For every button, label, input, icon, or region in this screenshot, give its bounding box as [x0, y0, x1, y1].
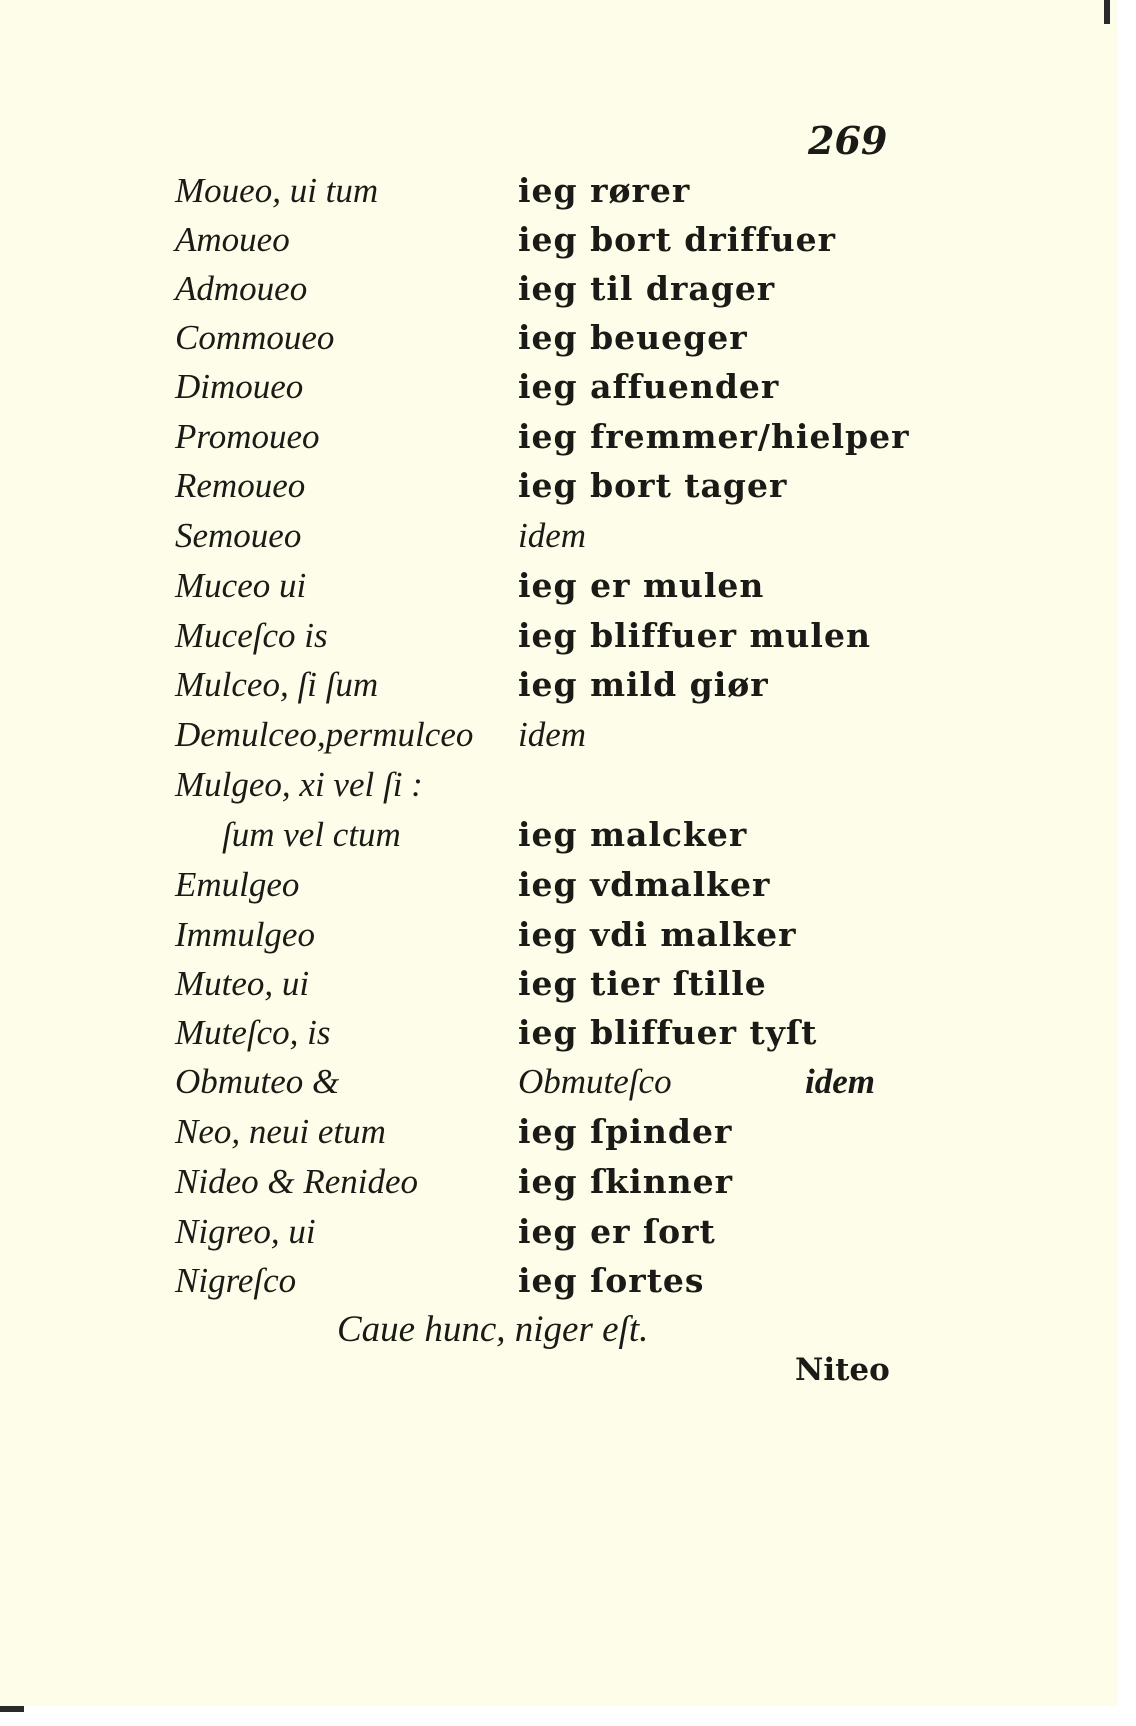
danish-translation: ieg affuender	[518, 367, 780, 406]
latin-term: Nideo & Renideo	[175, 1162, 419, 1201]
latin-term: Demulceo,permulceo	[175, 715, 474, 754]
scan-edge-mark	[0, 1706, 24, 1712]
latin-term: Emulgeo	[175, 865, 300, 904]
glossary-row	[0, 1107, 1136, 1157]
latin-term: Semoueo	[175, 516, 302, 555]
latin-term: Amoueo	[175, 220, 290, 259]
danish-translation: idem	[518, 516, 587, 555]
danish-translation: ieg ſortes	[518, 1261, 705, 1300]
danish-translation: ieg er ſort	[518, 1212, 716, 1251]
glossary-row	[0, 412, 1136, 462]
glossary-row	[0, 1256, 1136, 1306]
latin-term: Mulceo, ſi ſum	[175, 665, 379, 704]
extra-note: idem	[805, 1062, 875, 1101]
glossary-row	[0, 1157, 1136, 1207]
danish-translation: ieg fremmer/hielper	[518, 417, 910, 456]
danish-translation: ieg vdmalker	[518, 865, 771, 904]
page-number: 269	[808, 118, 888, 163]
danish-translation: ieg beueger	[518, 318, 748, 357]
danish-translation: ieg ſkinner	[518, 1162, 734, 1201]
glossary-row	[0, 611, 1136, 661]
glossary-row	[0, 264, 1136, 314]
latin-term: Nigreo, ui	[175, 1212, 316, 1251]
latin-term: Dimoueo	[175, 367, 304, 406]
glossary-row	[0, 511, 1136, 561]
scan-edge-bottom	[0, 1706, 1136, 1726]
glossary-row	[0, 1207, 1136, 1257]
glossary-row	[0, 860, 1136, 910]
latin-term: Muceſco is	[175, 616, 328, 655]
glossary-row	[0, 1057, 1136, 1107]
latin-term: Muteo, ui	[175, 964, 310, 1003]
glossary-row	[0, 910, 1136, 960]
glossary-row	[0, 959, 1136, 1009]
danish-translation: ieg malcker	[518, 815, 748, 854]
danish-translation: ieg ſpinder	[518, 1112, 733, 1151]
danish-translation: ieg rører	[518, 171, 691, 210]
glossary-row	[0, 660, 1136, 710]
glossary-row	[0, 810, 1136, 860]
latin-term: Obmuteo &	[175, 1062, 340, 1101]
danish-translation: ieg til drager	[518, 269, 776, 308]
latin-term: Muteſco, is	[175, 1013, 331, 1052]
danish-translation: ieg mild giør	[518, 665, 769, 704]
danish-translation: ieg bort driffuer	[518, 220, 837, 259]
latin-term: Admoueo	[175, 269, 308, 308]
danish-translation: ieg tier ſtille	[518, 964, 767, 1003]
latin-term: ſum vel ctum	[222, 815, 401, 854]
glossary-row	[0, 313, 1136, 363]
danish-translation: ieg vdi malker	[518, 915, 797, 954]
footer-note: Caue hunc, niger eſt.	[337, 1309, 649, 1350]
danish-translation: idem	[518, 715, 587, 754]
latin-term: Muceo ui	[175, 566, 307, 605]
catchword: Niteo	[795, 1352, 890, 1388]
glossary-row	[0, 461, 1136, 511]
danish-translation: ieg bort tager	[518, 466, 788, 505]
latin-term: Mulgeo, xi vel ſi :	[175, 765, 423, 804]
latin-term: Remoueo	[175, 466, 306, 505]
glossary-row	[0, 760, 1136, 810]
glossary-row	[0, 362, 1136, 412]
danish-translation: Obmuteſco	[518, 1062, 672, 1101]
scan-edge-mark	[1104, 0, 1110, 24]
glossary-row	[0, 166, 1136, 216]
latin-term: Immulgeo	[175, 915, 315, 954]
latin-term: Moueo, ui tum	[175, 171, 379, 210]
latin-term: Neo, neui etum	[175, 1112, 386, 1151]
danish-translation: ieg bliffuer mulen	[518, 616, 871, 655]
glossary-row	[0, 1008, 1136, 1058]
glossary-row	[0, 215, 1136, 265]
glossary-row	[0, 561, 1136, 611]
latin-term: Commoueo	[175, 318, 335, 357]
danish-translation: ieg er mulen	[518, 566, 765, 605]
latin-term: Nigreſco	[175, 1261, 297, 1300]
danish-translation: ieg bliffuer tyſt	[518, 1013, 818, 1052]
latin-term: Promoueo	[175, 417, 320, 456]
glossary-row	[0, 710, 1136, 760]
